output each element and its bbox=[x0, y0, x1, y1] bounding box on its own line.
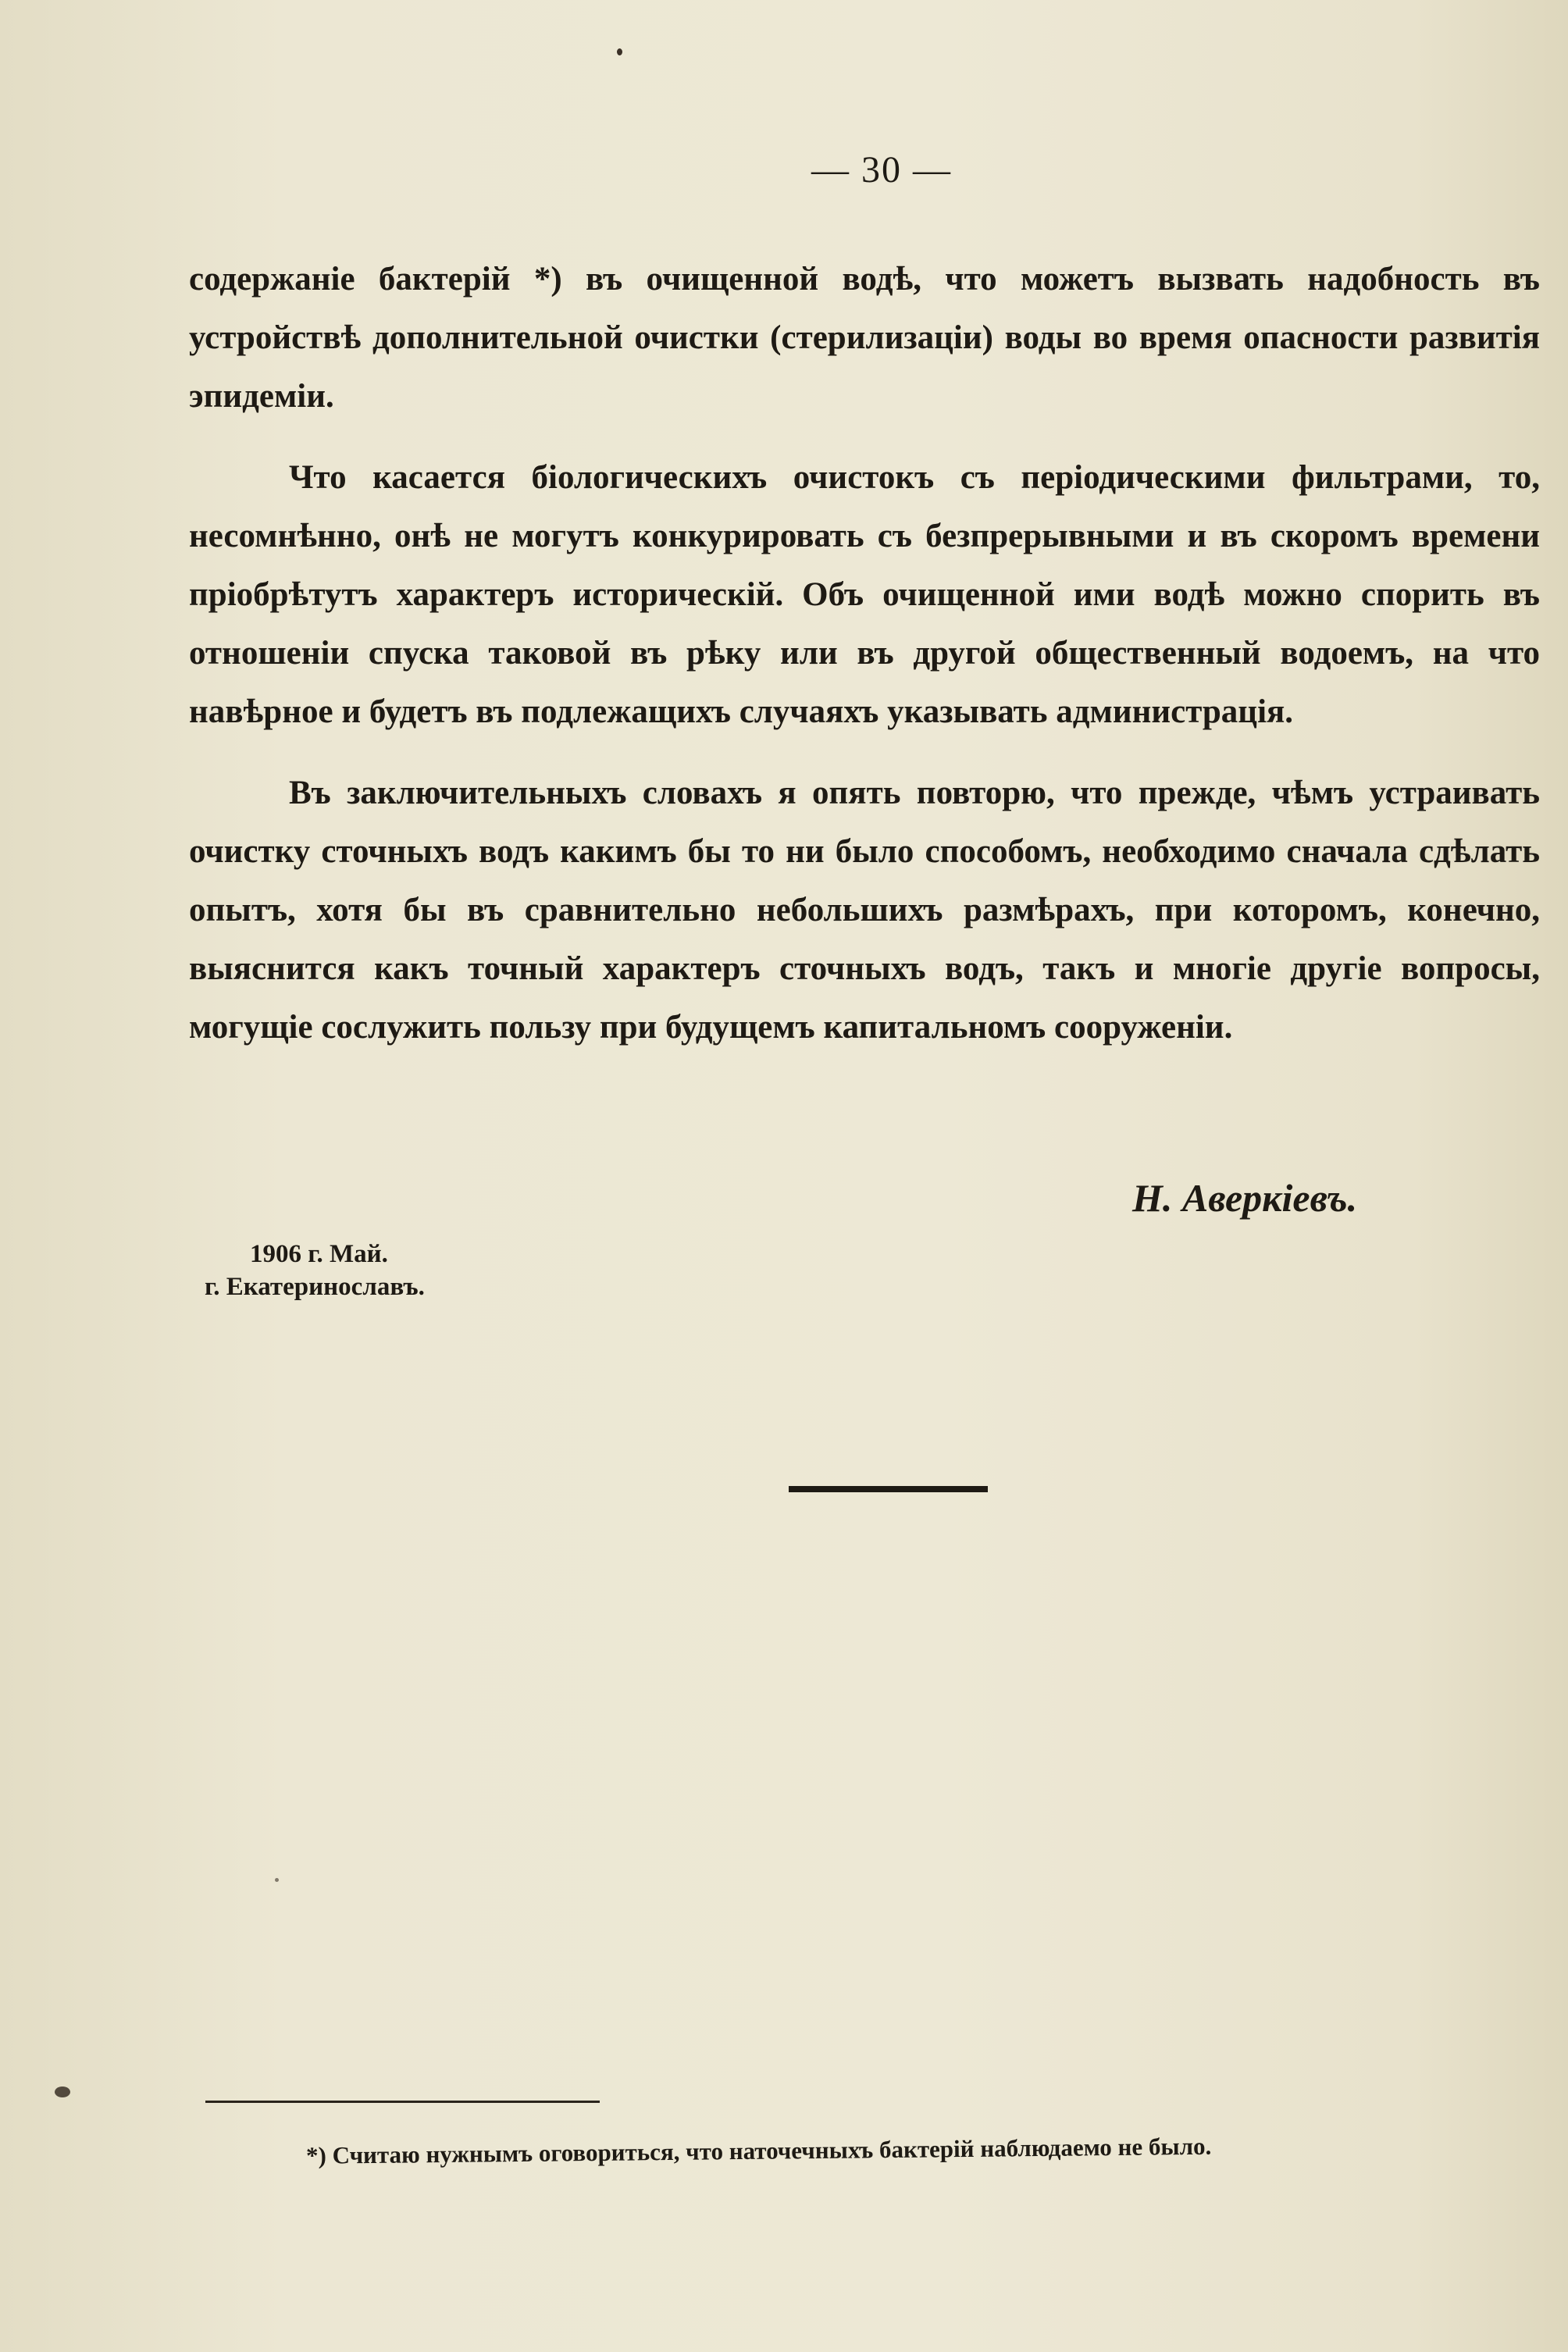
footnote-rule bbox=[205, 2101, 600, 2103]
page-number: — 30 — bbox=[811, 149, 952, 191]
dateline bbox=[205, 1238, 578, 1303]
footnote: *) Считаю нужнымъ оговориться, что наточечныхъ бактерій наблюдаемо не было. bbox=[305, 2132, 1212, 2169]
ink-speck bbox=[275, 1878, 279, 1882]
body-text bbox=[189, 250, 1540, 1079]
author-signature: Н. Аверкіевъ. bbox=[1132, 1176, 1358, 1220]
paragraph-1: содержаніе бактерій *) въ очищенной водѣ, что можетъ вызвать надобность въ устройствѣ дополнительной очистки (стерилизаціи) воды во время опасности развитія эпидеміи. bbox=[189, 261, 1540, 415]
paragraph-2: Что касается біологическихъ очистокъ съ періодическими фильтрами, то, несомнѣнно, онѣ не могутъ конкурировать съ безпрерывными и въ скоромъ времени пріобрѣтутъ характеръ историческій. Объ очищенной ими водѣ можно спорить въ отношеніи спуска таковой въ рѣку или въ другой общественный водоемъ, на что навѣрное и будетъ въ подлежащихъ случаяхъ указывать администрація. bbox=[189, 459, 1540, 730]
ink-speck bbox=[617, 48, 622, 55]
place: г. Екатеринославъ. bbox=[205, 1273, 425, 1301]
paragraph-3: Въ заключительныхъ словахъ я опять повторю, что прежде, чѣмъ устраивать очистку сточныхъ водъ какимъ бы то ни было способомъ, необходимо сначала сдѣлать опытъ, хотя бы въ сравнительно небольшихъ размѣрахъ, при которомъ, конечно, выяснится какъ точный характеръ сточныхъ водъ, такъ и многіе другіе вопросы, могущіе сослужить пользу при будущемъ капитальномъ сооруженіи. bbox=[189, 775, 1540, 1046]
end-rule bbox=[789, 1486, 988, 1492]
date: 1906 г. Май. bbox=[250, 1240, 388, 1268]
ink-speck bbox=[55, 2087, 70, 2097]
